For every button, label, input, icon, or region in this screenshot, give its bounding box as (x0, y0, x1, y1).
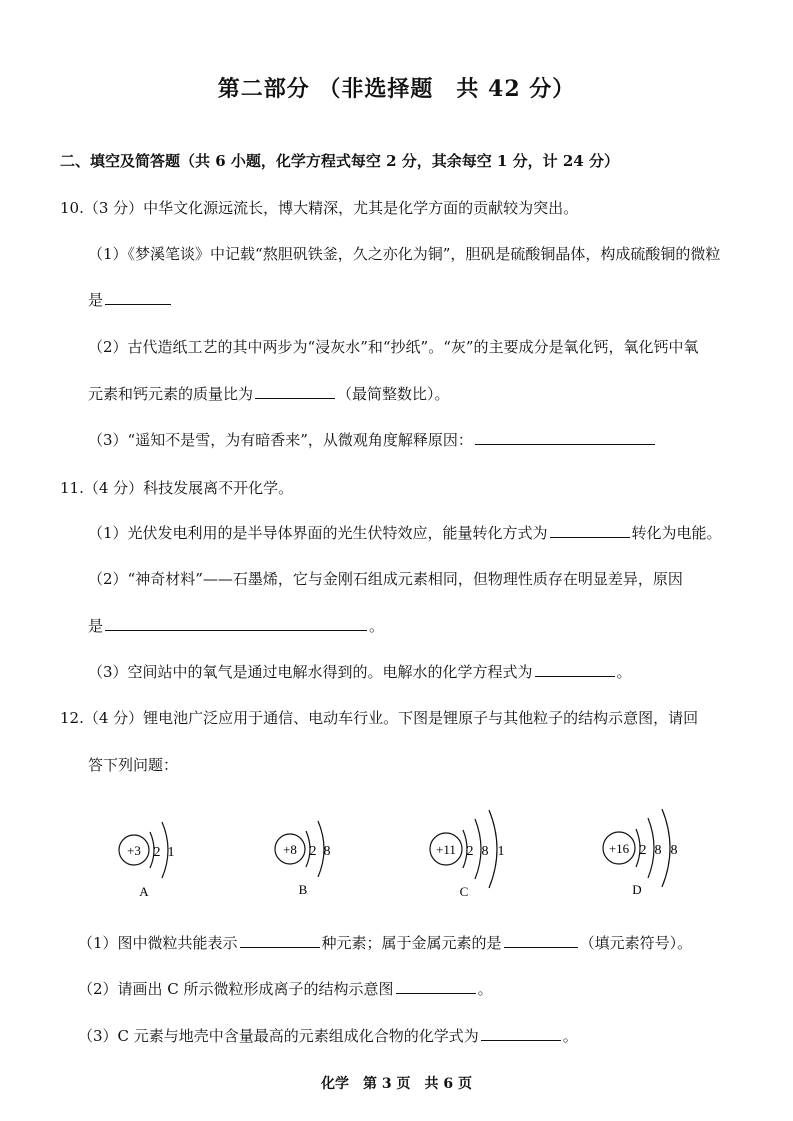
answer-blank[interactable] (255, 384, 335, 399)
q11-part1-text-b: 转化为电能。 (631, 524, 722, 542)
answer-blank[interactable] (396, 979, 476, 994)
q11-part2-text-b: 是 (88, 617, 104, 635)
nucleus-label: +3 (127, 843, 141, 858)
q10-part1-text: （1）《梦溪笔谈》中记载“熬胆矾铁釜，久之亦化为铜”，胆矾是硫酸铜晶体，构成硫酸铜的微粒 (88, 245, 721, 263)
page-footer: 化学 第 3 页 共 6 页 (321, 1076, 472, 1092)
q12-part3-text: （3）C 元素与地壳中含量最高的元素组成化合物的化学式为 (78, 1027, 479, 1045)
atom-diagram-d (603, 809, 678, 897)
section-heading: 二、填空及简答题（共 6 小题，化学方程式每空 2 分，其余每空 1 分，计 24 分） (60, 152, 619, 170)
q11-part2-text-c: 。 (369, 617, 385, 635)
q10-part1-cont (88, 289, 173, 310)
q10-part1 (88, 243, 720, 264)
q10-part2-text: （2）古代造纸工艺的其中两步为“浸灰水”和“抄纸”。“灰”的主要成分是氧化钙，氧化钙中氧 (88, 338, 699, 356)
q10-part1-text-b: 是 (88, 291, 104, 309)
answer-blank[interactable] (475, 430, 655, 445)
shell-electrons: 1 (167, 845, 175, 860)
shell-electrons: 8 (654, 843, 662, 858)
shell-electrons: 2 (466, 844, 474, 859)
q12-part1-text-c: （填元素符号）。 (579, 934, 693, 952)
answer-blank[interactable] (105, 290, 171, 305)
shell-electrons: 2 (153, 845, 161, 860)
q11-part2 (88, 568, 683, 589)
atom-diagram-c (430, 810, 505, 899)
shell-electrons: 8 (323, 844, 331, 859)
q10-part2-cont (88, 383, 450, 404)
q11-part3-text-b: 。 (616, 663, 632, 681)
diagram-label: A (139, 884, 149, 899)
answer-blank[interactable] (105, 616, 367, 631)
q12-part2-text: （2）请画出 C 所示微粒形成离子的结构示意图 (78, 980, 394, 998)
shell-electrons: 2 (309, 844, 317, 859)
nucleus-label: +11 (436, 842, 456, 857)
shell-electrons: 1 (497, 844, 505, 859)
q12-part1-text-b: 种元素；属于金属元素的是 (321, 934, 502, 952)
q11-part1-text: （1）光伏发电利用的是半导体界面的光生伏特效应，能量转化方式为 (88, 524, 548, 542)
q11-part3 (88, 661, 632, 682)
q10-part3 (88, 429, 657, 450)
answer-blank[interactable] (535, 662, 615, 677)
atom-diagram-b (275, 821, 331, 897)
answer-blank[interactable] (240, 933, 320, 948)
q12-stem: 12.（4 分）锂电池广泛应用于通信、电动车行业。下图是锂原子与其他粒子的结构示意图，请回 (60, 709, 699, 727)
q12-part1-text: （1）图中微粒共能表示 (78, 934, 238, 952)
q12-part2 (78, 978, 493, 999)
q10-part3-text: （3）“遥知不是雪，为有暗香来”，从微观角度解释原因： (88, 431, 473, 449)
q12-stem-cont: 答下列问题： (88, 756, 179, 774)
answer-blank[interactable] (481, 1026, 561, 1041)
atom-diagram-a (119, 822, 175, 899)
page-title: 第二部分 （非选择题 共 42 分） (217, 76, 576, 102)
answer-blank[interactable] (550, 523, 630, 538)
shell-electrons: 8 (481, 844, 489, 859)
q10-part2-text-c: （最简整数比）。 (337, 385, 450, 403)
q10-stem: 10.（3 分）中华文化源远流长，博大精深，尤其是化学方面的贡献较为突出。 (60, 199, 579, 217)
diagram-label: B (298, 882, 308, 897)
answer-blank[interactable] (504, 933, 578, 948)
atom-structure-diagrams (0, 790, 793, 900)
nucleus-label: +16 (608, 841, 630, 856)
q10-part2 (88, 336, 699, 357)
shell-electrons: 2 (639, 843, 647, 858)
q11-part2-cont (88, 615, 384, 636)
diagram-label: D (632, 882, 642, 897)
shell-electrons: 8 (670, 843, 678, 858)
diagram-label: C (459, 884, 469, 899)
nucleus-label: +8 (283, 842, 297, 857)
q12-part1 (78, 932, 692, 953)
q11-part2-text: （2）“神奇材料”——石墨烯，它与金刚石组成元素相同，但物理性质存在明显差异，原因 (88, 570, 683, 588)
q11-part1 (88, 522, 722, 543)
q10-part2-text-b: 元素和钙元素的质量比为 (88, 385, 254, 403)
q11-part3-text: （3）空间站中的氧气是通过电解水得到的。电解水的化学方程式为 (88, 663, 533, 681)
q12-part2-text-b: 。 (477, 980, 493, 998)
q12-part3-text-b: 。 (562, 1027, 578, 1045)
q12-part3 (78, 1025, 578, 1046)
q11-stem: 11.（4 分）科技发展离不开化学。 (60, 479, 294, 497)
